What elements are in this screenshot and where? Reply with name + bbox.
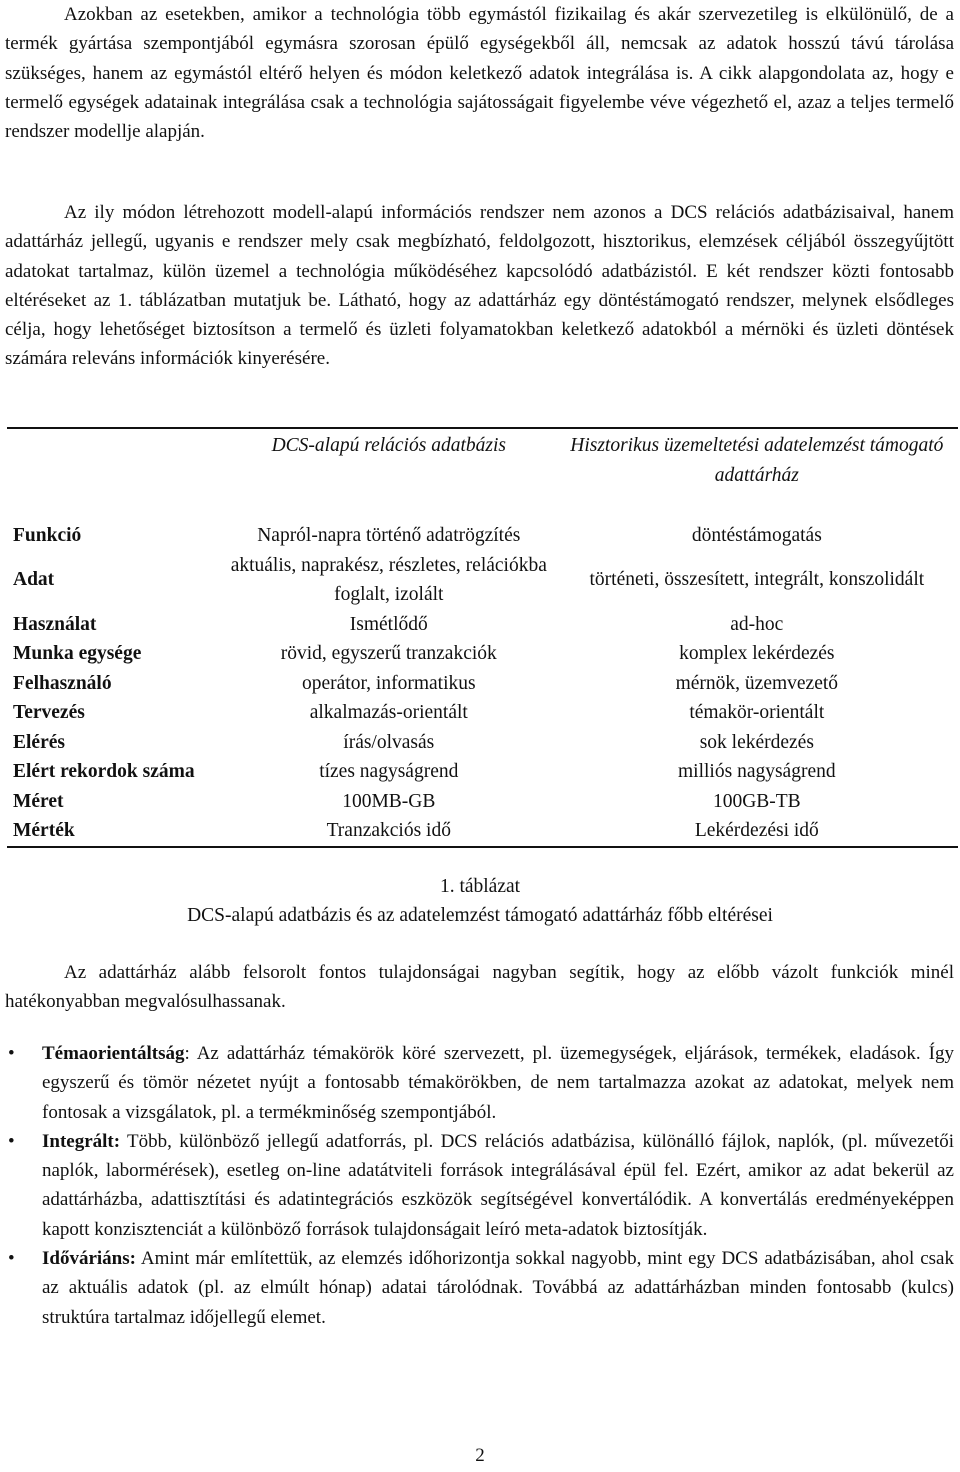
feature-list — [0, 1039, 960, 1332]
dcs-cell: írás/olvasás — [343, 731, 435, 753]
dcs-cell: tízes nagyságrend — [319, 761, 459, 782]
table-header-datawarehouse: Hisztorikus üzemeltetési adatelemzést támogató adattárház — [570, 435, 944, 486]
table-row — [7, 787, 958, 817]
row-label: Adat — [13, 569, 55, 591]
table-caption-number: 1. táblázat — [439, 876, 521, 897]
dw-cell: 100GB-TB — [712, 790, 801, 812]
dw-cell: történeti, összesített, integrált, konszolidált — [589, 569, 925, 591]
dw-cell: komplex lekérdezés — [679, 643, 835, 664]
dw-cell: Lekérdezési idő — [694, 820, 819, 841]
dcs-cell: 100MB-GB — [342, 790, 436, 812]
table-row — [7, 816, 958, 847]
dcs-cell: operátor, informatikus — [301, 672, 476, 694]
table-row — [7, 639, 958, 669]
dw-cell: témakör-orientált — [689, 702, 825, 723]
row-label: Elérés — [13, 731, 65, 753]
row-label: Munka egysége — [13, 643, 142, 664]
comparison-table — [7, 427, 958, 848]
bullet-icon: • — [8, 1248, 15, 1270]
table-row — [7, 728, 958, 758]
dcs-cell: aktuális, naprakész, részletes, relációkba foglalt, izolált — [230, 554, 547, 605]
row-label: Tervezés — [13, 702, 85, 723]
list-item — [0, 1244, 960, 1332]
feature-term: Időváriáns: — [42, 1248, 136, 1270]
dcs-cell: rövid, egyszerű tranzakciók — [280, 643, 497, 664]
table-row — [7, 610, 958, 640]
table-caption — [0, 872, 960, 930]
table-row — [7, 669, 958, 699]
row-label: Felhasználó — [13, 672, 112, 694]
row-label: Mérték — [13, 820, 75, 841]
dcs-cell: Tranzakciós idő — [326, 820, 451, 841]
dw-cell: milliós nagyságrend — [678, 761, 836, 782]
row-label: Használat — [13, 613, 97, 635]
feature-text: Több, különböző jellegű adatforrás, pl. DCS relációs adatbázisa, különálló fájlok, naplók, (pl. művezetői naplók, labormérések), esetleg on-line adatátviteli források integrálásával épül fel. Ezért, amikor az adat bekerül az adattárházba, adattisztítási és adatintegrációs eszközök segítségével konvertálódik. A konvertálás eredményeképpen kapott konzisztenciát a különböző források tulajdonságait leíró meta-adatok biztosítják. — [42, 1130, 954, 1240]
dcs-cell: Napról-napra történő adatrögzítés — [257, 525, 521, 546]
feature-text: : Az adattárház témakörök köré szervezett, pl. üzemegységek, eljárások, termékek, eladások. Így egyszerű és tömör nézetet nyújt a fontosabb témakörökben, de nem tartalmazza azokat az adatokat, melyek nem fontosak a vizsgálatok, pl. a termékminőség szempontjából. — [42, 1043, 954, 1123]
dcs-cell: Ismétlődő — [349, 613, 428, 635]
table-caption-text: DCS-alapú adatbázis és az adatelemzést támogató adattárház főbb eltérései — [187, 905, 773, 926]
row-label: Méret — [13, 790, 64, 812]
table-row — [7, 551, 958, 610]
dcs-cell: alkalmazás-orientált — [309, 702, 468, 723]
dw-cell: mérnök, üzemvezető — [675, 672, 839, 694]
table-header-empty — [7, 428, 222, 521]
list-item — [0, 1039, 960, 1127]
dw-cell: döntéstámogatás — [691, 525, 822, 546]
table-header-dcs: DCS-alapú relációs adatbázis — [271, 435, 506, 456]
table-row — [7, 757, 958, 787]
row-label: Funkció — [13, 525, 82, 546]
properties-intro-paragraph: Az adattárház alább felsorolt fontos tulajdonságai nagyban segítik, hogy az előbb vázolt funkciók minél hatékonyabban megvalósulhassanak. — [5, 962, 954, 1013]
table-row — [7, 698, 958, 728]
dw-cell: sok lekérdezés — [699, 731, 814, 753]
row-label: Elért rekordok száma — [13, 761, 195, 782]
page-number: 2 — [475, 1445, 485, 1466]
bullet-icon: • — [8, 1043, 15, 1064]
table-header-row — [7, 428, 958, 521]
list-item — [0, 1127, 960, 1244]
table-row — [7, 521, 958, 551]
feature-text: Amint már említettük, az elemzés időhorizontja sokkal nagyobb, mint egy DCS adatbázisában, ahol csak az aktuális adatok (pl. az elmúlt hónap) adatai tárolódnak. Továbbá az adattárházban minden fontosabb (kulcs) struktúra tartalmaz időjellegű elemet. — [42, 1248, 954, 1328]
intro-paragraph-1: Azokban az esetekben, amikor a technológia több egymástól fizikailag és akár szervezetileg is elkülönülő, de a termék gyártása szempontjából egymásra szorosan épülő egységekből áll, nemcsak az adatok hosszú távú tárolása szükséges, hanem az egymástól eltérő helyen és módon keletkező adatok integrálása is. A cikk alapgondolata az, hogy e termelő egységek adatainak integrálása csak a technológia sajátosságait figyelembe véve végezhető el, azaz a teljes termelő rendszer modellje alapján. — [5, 4, 954, 143]
feature-term: Témaorientáltság — [42, 1043, 185, 1064]
intro-paragraph-2: Az ily módon létrehozott modell-alapú információs rendszer nem azonos a DCS relációs adatbázisaival, hanem adattárház jellegű, ugyanis e rendszer mely csak megbízható, feldolgozott, hisztorikus, elemzések céljából összegyűjtött adatokat tartalmaz, külön üzemel a technológia működéséhez kapcsolódó adatbázistól. E két rendszer közti fontosabb eltéréseket az 1. táblázatban mutatjuk be. Látható, hogy az adattárház egy döntéstámogató rendszer, melynek elsődleges célja, hogy lehetőséget biztosítson a termelő és üzleti folyamatokban keletkező adatokból a mérnöki és üzleti döntések számára releváns információk kinyerésére. — [5, 202, 954, 370]
dw-cell: ad-hoc — [730, 613, 784, 635]
feature-term: Integrált: — [42, 1130, 121, 1152]
bullet-icon: • — [8, 1130, 15, 1152]
